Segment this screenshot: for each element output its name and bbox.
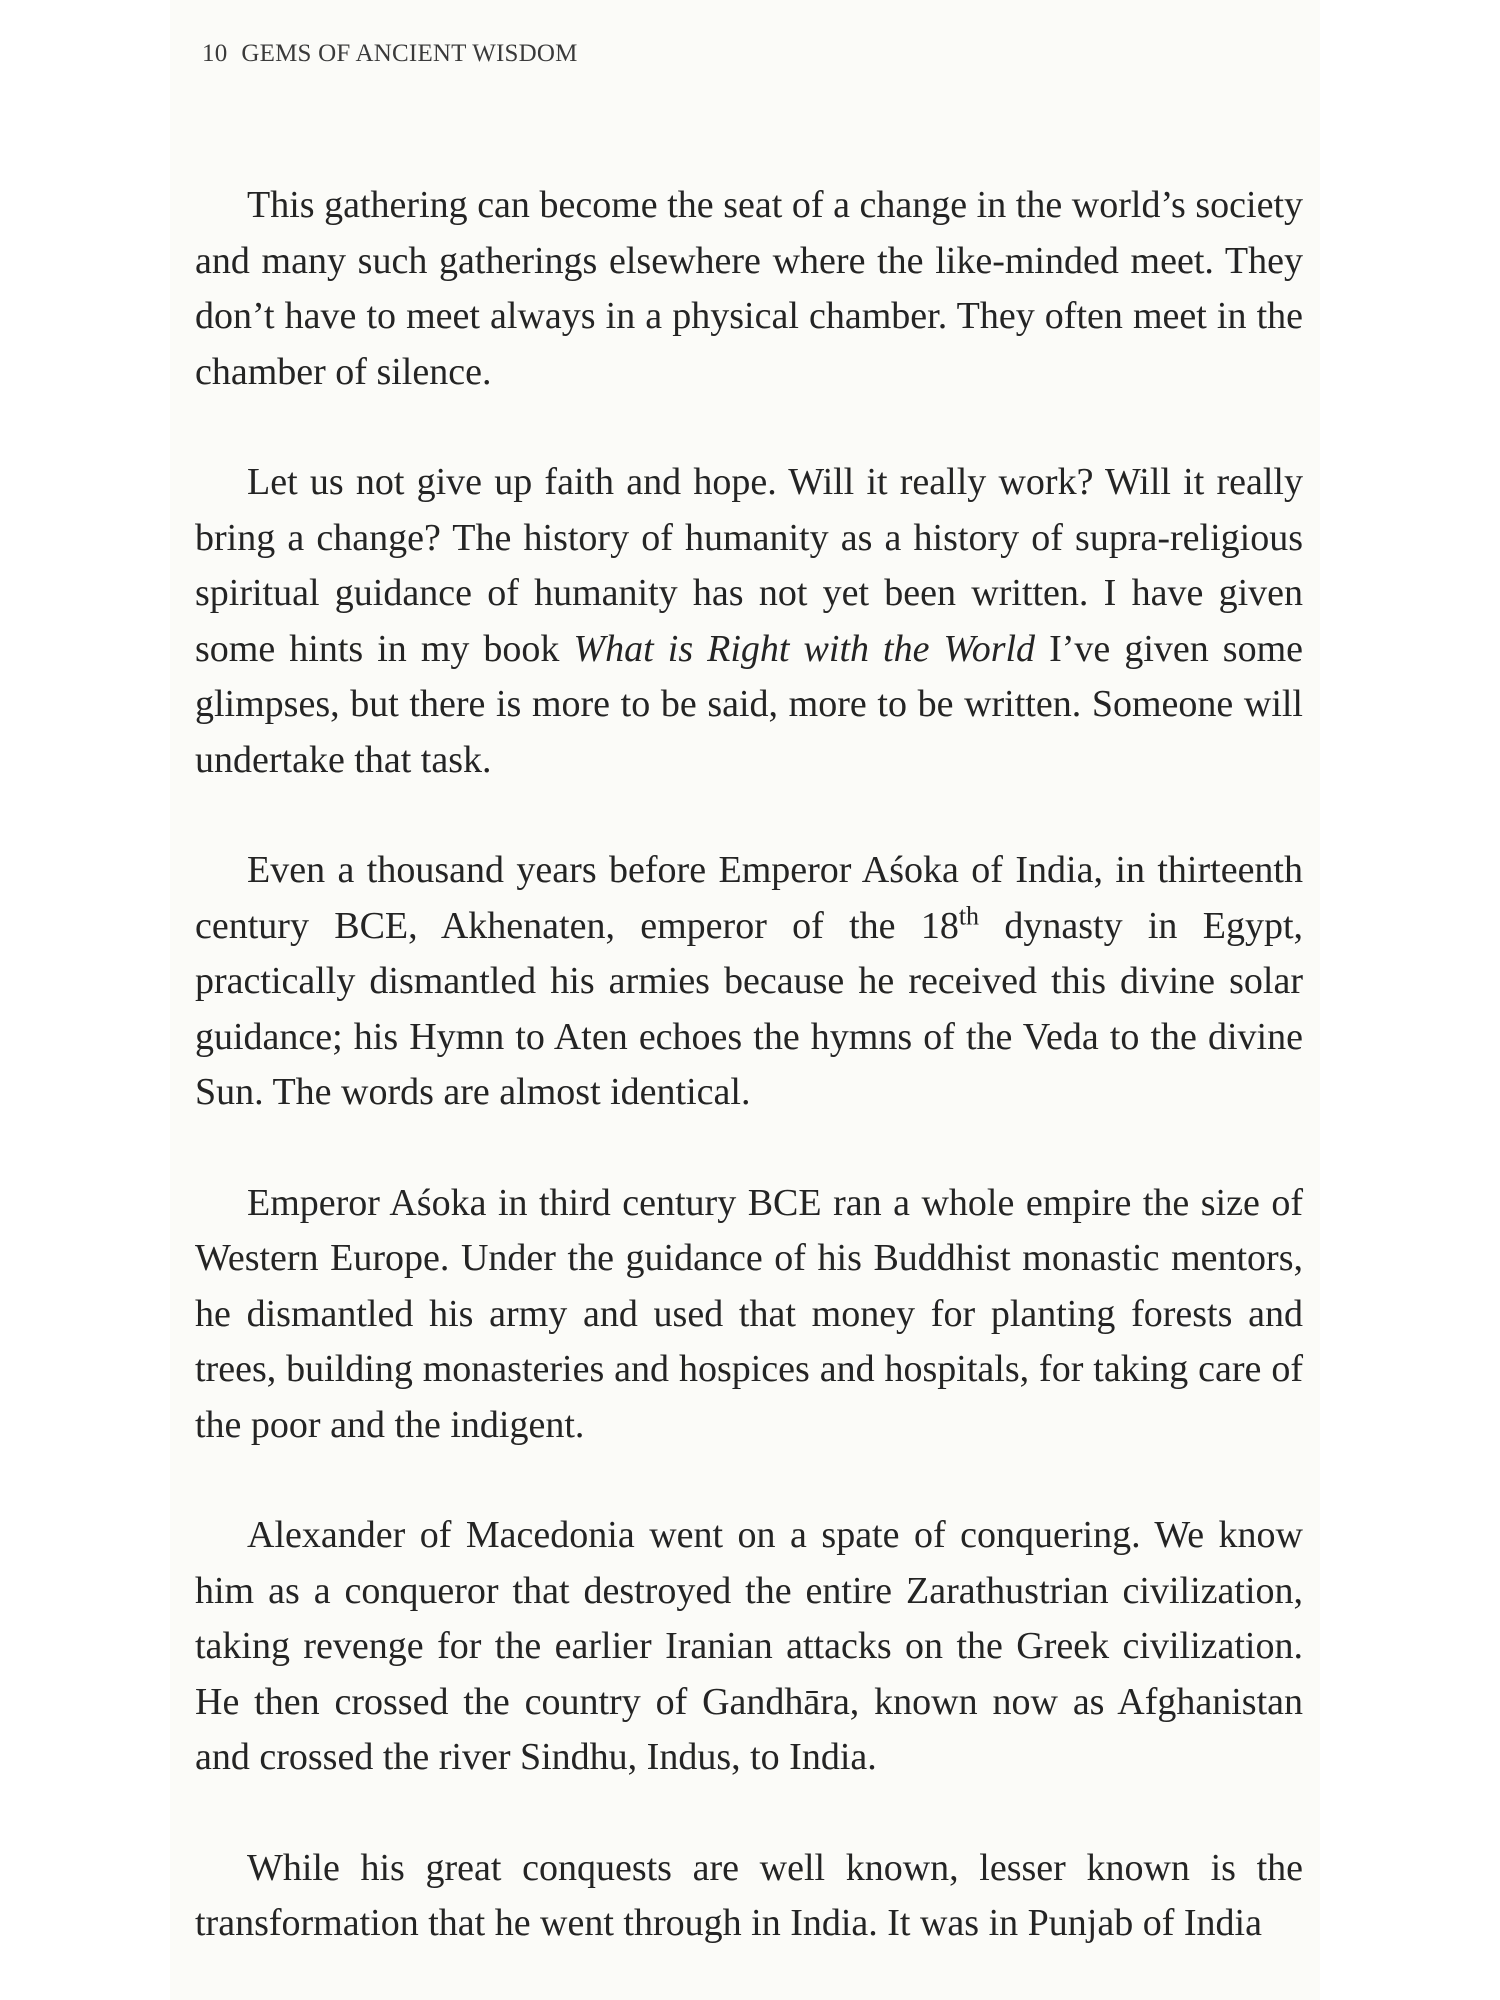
paragraph-4: Emperor Aśoka in third century BCE ran a whole empire the size of Western Europe. Under the guidance of his Buddhist monastic mentors, he dismantled his army and used that money for planting forests and trees, building monasteries and hospices and hospitals, for taking care of the poor and the indigent. — [195, 1181, 1303, 1446]
paragraph-1: This gathering can become the seat of a change in the world’s society and many such gatherings elsewhere where the like-minded meet. They don’t have to meet always in a physical chamber. They often meet in the chamber of silence. — [195, 184, 1303, 393]
paragraph-3-text-a: Even a thousand years before Emperor Aśoka of India, in thirteenth century BCE, Akhenaten, emperor of the 18 — [195, 849, 1303, 947]
book-title: GEMS OF ANCIENT WISDOM — [241, 40, 578, 67]
running-header — [202, 40, 578, 68]
paragraph-3 — [195, 843, 1303, 1121]
body-text — [195, 178, 1303, 2000]
book-title-reference: What is Right with the World — [573, 627, 1036, 670]
ordinal-superscript: th — [958, 900, 980, 930]
paragraph-2 — [195, 455, 1303, 788]
paragraph-5: Alexander of Macedonia went on a spate of conquering. We know him as a conqueror that destroyed the entire Zarathustrian civilization, taking revenge for the earlier Iranian attacks on the Greek civilization. He then crossed the country of Gandhāra, known now as Afghanistan and crossed the river Sindhu, Indus, to India. — [195, 1514, 1303, 1778]
paragraph-2-text-a: Let us not give up faith and hope. Will it really work? Will it really bring a change? The history of humanity as a history of supra-religious spiritual guidance of humanity has not yet been written. I have given some hints in my book — [195, 461, 1303, 670]
paragraph-3-text-b: dynasty in Egypt, practically dismantled his armies because he received this divine solar guidance; his Hymn to Aten echoes the hymns of the Veda to the divine Sun. The words are almost identical. — [195, 904, 1303, 1113]
paragraph-2-text-b: I’ve given some glimpses, but there is more to be said, more to be written. Someone will undertake that task. — [195, 627, 1304, 781]
page-number: 10 — [202, 40, 228, 67]
paragraph-6: While his great conquests are well known, lesser known is the transformation that he went through in India. It was in Punjab of India — [195, 1846, 1303, 1944]
book-page — [170, 0, 1320, 2000]
